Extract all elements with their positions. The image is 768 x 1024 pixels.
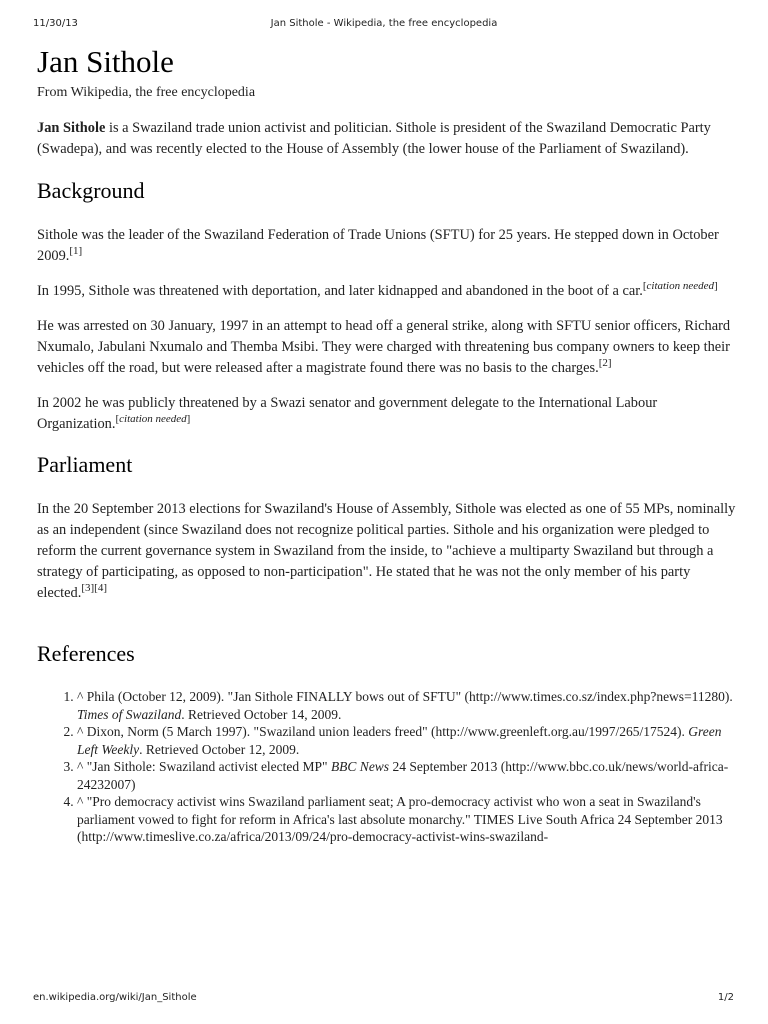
reference-item: 3. ^ "Jan Sithole: Swaziland activist elected MP" BBC News 24 September 2013 (http://www.bbc.co.uk/news/world-africa-24232007) [77,758,737,793]
page-number: 1/2 [717,992,734,1003]
reference-item: 1. ^ Phila (October 12, 2009). "Jan Sithole FINALLY bows out of SFTU" (http://www.times.co.sz/index.php?news=11280). Times of Swaziland. Retrieved October 14, 2009. [77,688,737,723]
paragraph-text: In 1995, Sithole was threatened with deportation, and later kidnapped and abandoned in the boot of a car. [37,283,643,299]
reference-item: 2. ^ Dixon, Norm (5 March 1997). "Swaziland union leaders freed" (http://www.greenleft.org.au/1997/265/17524). Green Left Weekly. Retrieved October 12, 2009. [77,723,737,758]
parliament-paragraph-1 [37,499,737,604]
citation-link[interactable]: [2] [598,357,612,369]
intro-paragraph [37,118,737,160]
citation-needed-link[interactable]: [citation needed] [642,280,718,292]
background-paragraph-1 [37,225,737,267]
intro-subject: Jan Sithole [37,120,106,136]
citation-link[interactable]: [1] [69,245,83,257]
article-title: Jan Sithole [37,44,174,79]
citation-needed-link[interactable]: [citation needed] [115,413,191,425]
background-paragraph-3 [37,316,737,379]
paragraph-text: In the 20 September 2013 elections for Swaziland's House of Assembly, Sithole was elected as one of 55 MPs, nominally as an independent (since Swaziland does not recognize political parties. Sithole and his organization were pledged to reform the current governance system in Swaziland from the inside, to "achieve a multiparty Swaziland but through a strategy of participating, as opposed to non-participation". He stated that he was not the only member of his party elected. [37,501,736,601]
parliament-heading: Parliament [37,452,133,477]
print-header [0,0,768,40]
background-heading: Background [37,178,145,203]
paragraph-text: Sithole was the leader of the Swaziland Federation of Trade Unions (SFTU) for 25 years. He stepped down in October 2009. [37,227,719,264]
article-content [37,40,737,846]
background-paragraph-2 [37,281,737,302]
page-url: en.wikipedia.org/wiki/Jan_Sithole [33,992,197,1003]
background-paragraph-4 [37,393,737,435]
references-list [37,688,737,846]
references-heading: References [37,641,135,666]
article-tagline: From Wikipedia, the free encyclopedia [37,85,256,100]
paragraph-text: He was arrested on 30 January, 1997 in an attempt to head off a general strike, along with SFTU senior officers, Richard Nxumalo, Jabulani Nxumalo and Themba Msibi. They were charged with threatening bus company owners to keep their vehicles off the road, but were released after a magistrate found there was no basis to the charges. [37,318,731,376]
print-footer [0,992,768,1012]
print-date: 11/30/13 [33,18,78,29]
reference-item: 4. ^ "Pro democracy activist wins Swaziland parliament seat; A pro-democracy activist who won a seat in Swaziland's parliament vowed to fight for reform in Africa's last absolute monarchy." TIMES Live South Africa 24 September 2013 (http://www.timeslive.co.za/africa/2013/09/24/pro-democracy-activist-wins-swaziland- [77,793,737,846]
intro-text: is a Swaziland trade union activist and politician. Sithole is president of the Swaziland Democratic Party (Swadepa), and was recently elected to the House of Assembly (the lower house of the Parliament of Swaziland). [37,120,711,157]
print-page-title: Jan Sithole - Wikipedia, the free encyclopedia [270,18,498,29]
paragraph-text: In 2002 he was publicly threatened by a Swazi senator and government delegate to the International Labour Organization. [37,395,658,432]
citation-link[interactable]: [3][4] [81,582,107,594]
